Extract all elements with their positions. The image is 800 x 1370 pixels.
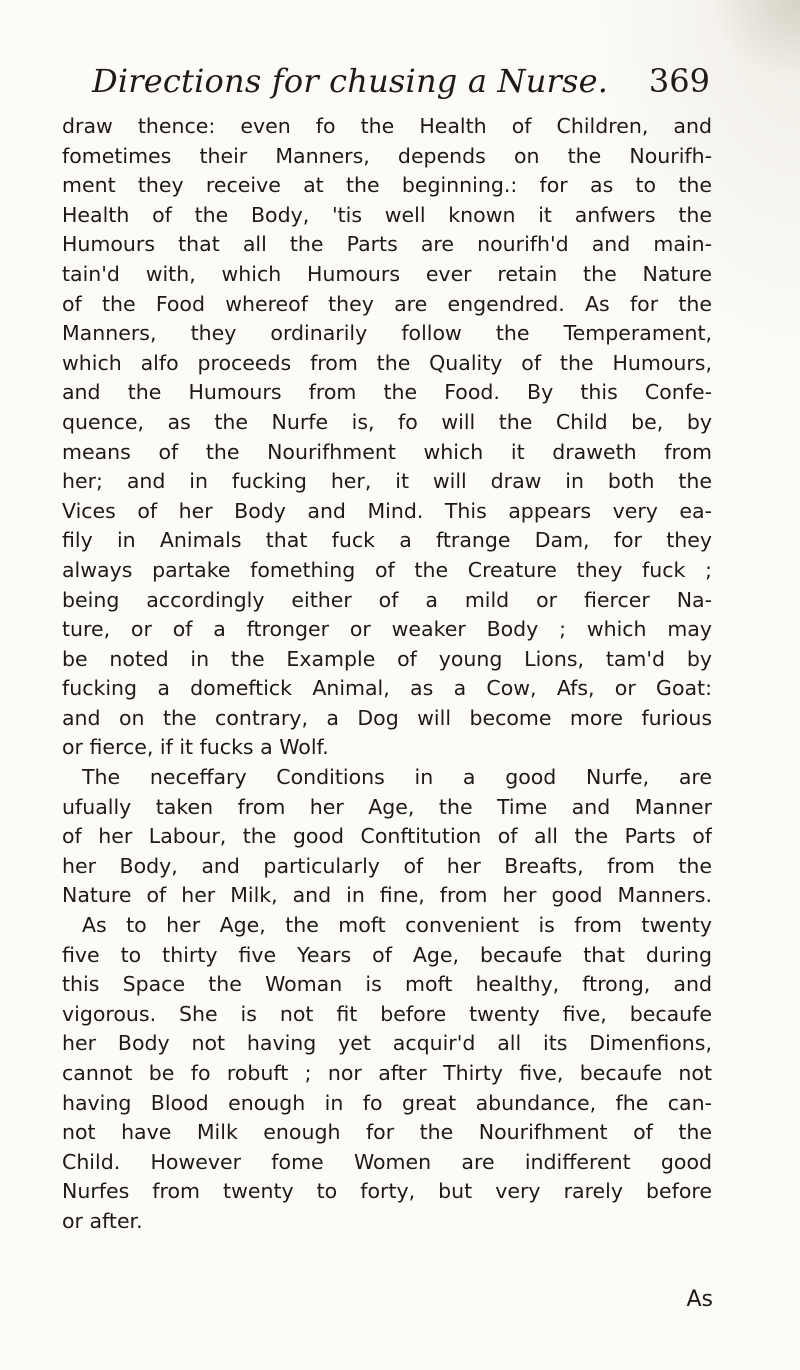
text-line: tain'd with, which Humours ever retain the Nature	[62, 261, 712, 286]
text-line: having Blood enough in fo great abundance, fhe can-	[62, 1090, 712, 1115]
text-line: ment they receive at the beginning.: for as to the	[62, 173, 712, 198]
text-line: or after.	[62, 1208, 143, 1233]
text-line: be noted in the Example of young Lions, tam'd by	[62, 646, 712, 671]
text-line: and the Humours from the Food. By this Confe-	[62, 380, 712, 405]
text-line: fucking a domeftick Animal, as a Cow, Afs, or Goat:	[62, 676, 712, 701]
text-line: her Body not having yet acquir'd all its Dimenfions,	[62, 1031, 712, 1056]
text-line: fily in Animals that fuck a ftrange Dam, for they	[62, 528, 712, 553]
text-line: vigorous. She is not fit before twenty five, becaufe	[62, 1001, 712, 1026]
text-line: and on the contrary, a Dog will become more furious	[62, 705, 712, 730]
text-line: fometimes their Manners, depends on the Nourifh-	[62, 143, 712, 168]
text-line: not have Milk enough for the Nourifhment of the	[62, 1120, 712, 1145]
text-line: Health of the Body, 'tis well known it anfwers the	[62, 202, 712, 227]
paper-stain	[710, 0, 800, 80]
text-line: her; and in fucking her, it will draw in both the	[62, 469, 712, 494]
body-text	[62, 112, 712, 1237]
text-line: Vices of her Body and Mind. This appears very ea-	[62, 498, 712, 523]
catchword: As	[686, 1287, 713, 1312]
page-header	[92, 62, 710, 112]
text-line: being accordingly either of a mild or fiercer Na-	[62, 587, 712, 612]
running-head: Directions for chusing a Nurse.	[92, 62, 609, 100]
text-line: draw thence: even fo the Health of Children, and	[62, 114, 712, 138]
text-line: Nurfes from twenty to forty, but very rarely before	[62, 1179, 712, 1204]
text-line: cannot be fo robuft ; nor after Thirty five, becaufe not	[62, 1061, 712, 1085]
text-line: Child. However fome Women are indifferent good	[62, 1149, 712, 1174]
text-line: which alfo proceeds from the Quality of the Humours,	[62, 350, 712, 375]
text-line: means of the Nourifhment which it draweth from	[62, 439, 712, 464]
text-line: of her Labour, the good Conftitution of all the Parts of	[62, 824, 712, 849]
text-line: ture, or of a ftronger or weaker Body ; which may	[62, 617, 712, 642]
text-line: always partake fomething of the Creature they fuck ;	[62, 557, 712, 582]
text-line: her Body, and particularly of her Breafts, from the	[62, 853, 712, 878]
page-number: 369	[648, 62, 710, 100]
text-line: Humours that all the Parts are nourifh'd and main-	[62, 232, 712, 257]
text-line: five to thirty five Years of Age, becaufe that during	[62, 942, 712, 967]
text-line: ufually taken from her Age, the Time and Manner	[62, 794, 712, 819]
text-line: Manners, they ordinarily follow the Temperament,	[62, 321, 712, 346]
text-line: As to her Age, the moft convenient is from twenty	[82, 913, 712, 938]
text-line: quence, as the Nurfe is, fo will the Child be, by	[62, 409, 712, 434]
text-line: or fierce, if it fucks a Wolf.	[62, 735, 329, 760]
text-line: Nature of her Milk, and in fine, from her good Manners.	[62, 883, 712, 908]
text-line: of the Food whereof they are engendred. As for the	[62, 291, 712, 316]
text-line: this Space the Woman is moft healthy, ftrong, and	[62, 972, 712, 997]
text-line: The neceffary Conditions in a good Nurfe, are	[82, 765, 712, 790]
